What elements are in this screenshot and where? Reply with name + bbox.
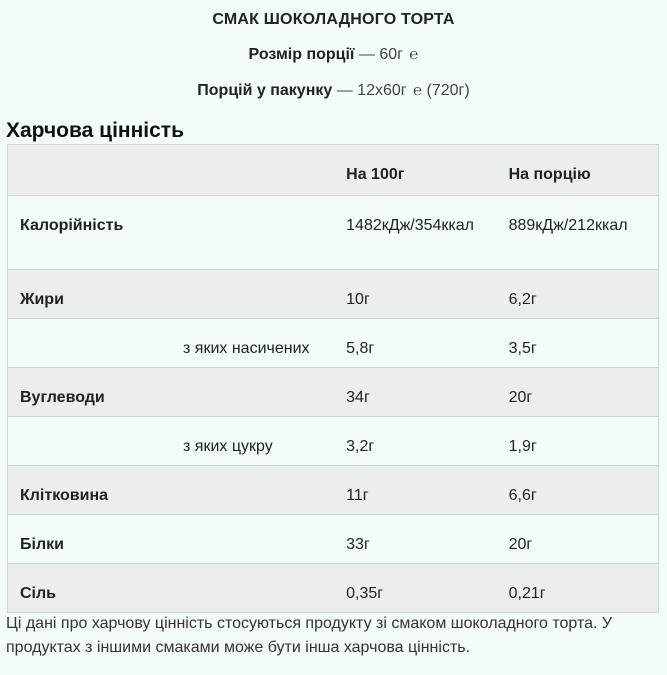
estimated-sign-icon: ℮ xyxy=(413,82,423,99)
table-row xyxy=(8,466,659,515)
row-value-per-serving: 20г xyxy=(508,536,533,553)
row-value-per-100g: 10г xyxy=(346,291,370,308)
table-row xyxy=(8,368,659,417)
row-label: Сіль xyxy=(20,585,56,602)
serving-size-label: Розмір порції xyxy=(248,46,355,63)
serving-size-line xyxy=(0,46,667,64)
row-sublabel: з яких цукру xyxy=(183,438,273,455)
row-value-per-serving: 20г xyxy=(508,389,533,406)
row-value-per-100g: 11г xyxy=(346,487,369,504)
row-value-per-100g: 1482кДж/354ккал xyxy=(346,217,475,234)
table-row xyxy=(8,319,659,368)
nutrition-footnote: Ці дані про харчову цінність стосуються продукту зі смаком шоколадного торта. У продуктах з іншими смаками може бути інша харчова цінність. xyxy=(6,615,613,656)
row-sublabel: з яких насичених xyxy=(183,340,310,357)
table-header-row xyxy=(8,145,659,196)
row-value-per-100g: 3,2г xyxy=(346,438,375,455)
row-value-per-100g: 33г xyxy=(346,536,370,553)
table-row xyxy=(8,515,659,564)
row-value-per-serving: 6,6г xyxy=(508,487,537,504)
row-label: Вуглеводи xyxy=(20,389,105,406)
row-value-per-100g: 0,35г xyxy=(346,585,384,602)
row-label: Жири xyxy=(20,291,64,308)
estimated-sign-icon: ℮ xyxy=(409,46,419,63)
table-row xyxy=(8,196,659,270)
header-per-100g: На 100г xyxy=(334,145,496,196)
table-row xyxy=(8,270,659,319)
flavor-title: СМАК ШОКОЛАДНОГО ТОРТА xyxy=(212,11,455,28)
table-row xyxy=(8,417,659,466)
row-value-per-100g: 5,8г xyxy=(346,340,375,357)
servings-total-weight: (720г) xyxy=(422,82,470,99)
row-label: Калорійність xyxy=(20,217,124,234)
row-value-per-serving: 1,9г xyxy=(508,438,537,455)
servings-per-pack-value: — 12x60г xyxy=(332,82,407,99)
serving-size-value: — 60г xyxy=(354,46,403,63)
row-value-per-serving: 0,21г xyxy=(508,585,546,602)
row-label: Білки xyxy=(20,536,64,553)
header-per-serving: На порцію xyxy=(497,145,659,196)
row-value-per-serving: 889кДж/212ккал xyxy=(508,217,628,234)
row-value-per-serving: 6,2г xyxy=(508,291,537,308)
row-label: Клітковина xyxy=(20,487,109,504)
section-title: Харчова цінність xyxy=(6,119,184,142)
row-value-per-100g: 34г xyxy=(346,389,370,406)
servings-per-pack-label: Порцій у пакунку xyxy=(197,82,333,99)
nutrition-table xyxy=(7,144,659,613)
table-row xyxy=(8,564,659,613)
servings-per-pack-line xyxy=(0,82,667,100)
row-value-per-serving: 3,5г xyxy=(508,340,537,357)
header-cell-empty xyxy=(8,145,335,196)
